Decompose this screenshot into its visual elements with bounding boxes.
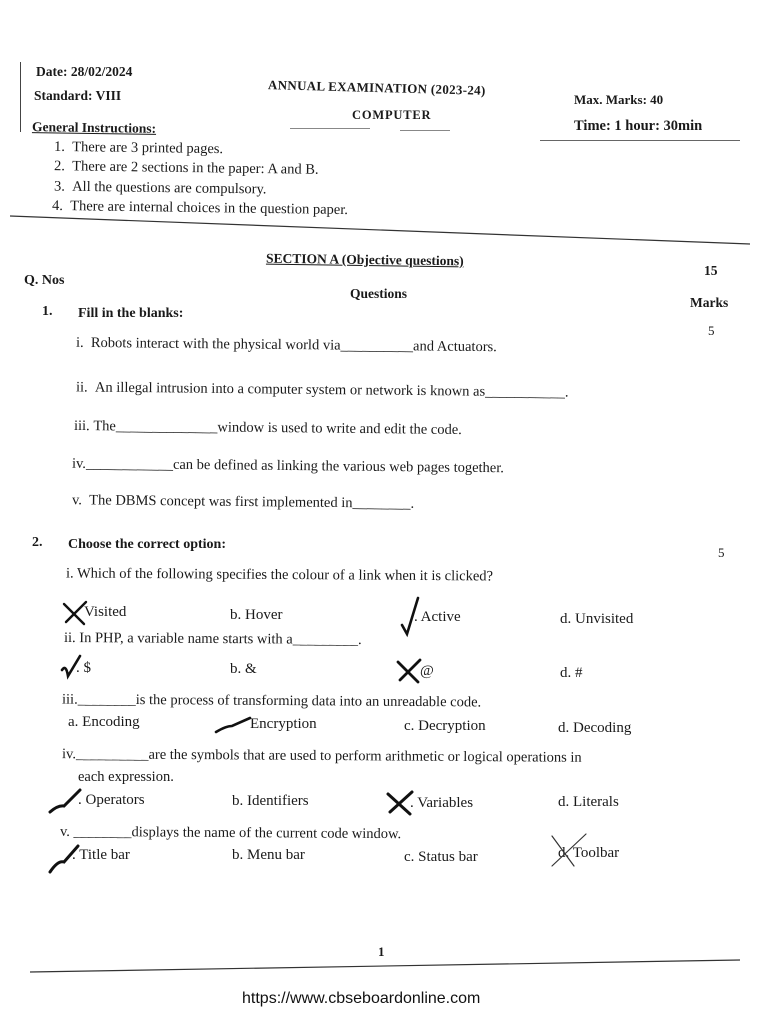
- instruction-item: [54, 158, 319, 179]
- header-dash-2: [400, 130, 450, 131]
- cross-mark-icon: [398, 660, 420, 682]
- option-b: b. Hover: [230, 607, 283, 623]
- page-number: 1: [378, 944, 385, 959]
- instructions-heading: General Instructions:: [31, 119, 157, 136]
- option-a: . Title bar: [72, 847, 130, 863]
- instruction-item: [54, 179, 267, 199]
- option-a: . Operators: [78, 792, 145, 808]
- option-a: a. Encoding: [68, 714, 140, 730]
- q2-title: Choose the correct option:: [68, 537, 226, 552]
- option-d: d. #: [560, 665, 583, 681]
- q1-number: 1.: [42, 304, 53, 319]
- q1-title: Fill in the blanks:: [78, 306, 184, 321]
- option-c: c. Status bar: [404, 849, 478, 865]
- option-d: d. Literals: [558, 794, 619, 810]
- max-marks: Max. Marks: 40: [574, 92, 664, 107]
- q2-item-question: v. ________displays the name of the current code window.: [59, 823, 402, 843]
- option-c: c. Decryption: [404, 718, 486, 734]
- cross-mark-icon: [64, 602, 86, 624]
- option-b: b. Menu bar: [232, 847, 305, 863]
- q1-item: [72, 492, 414, 513]
- tick-mark-icon: [216, 718, 250, 732]
- standard-label: Standard: VIII: [34, 88, 122, 103]
- qnos-label: Q. Nos: [24, 273, 65, 288]
- option-a: . $: [76, 660, 91, 676]
- option-c: . Active: [414, 609, 461, 625]
- item-text: An illegal intrusion into a computer system or network is known as___________.: [94, 379, 569, 401]
- instruction-text: There are 2 sections in the paper: A and B.: [72, 158, 319, 178]
- item-text: The______________window is used to write and edit the code.: [93, 418, 462, 439]
- header-underline: [540, 140, 740, 141]
- tick-mark-icon: [50, 790, 80, 812]
- option-c: . Variables: [410, 795, 474, 811]
- instruction-number: 4.: [51, 197, 64, 215]
- subject-title: COMPUTER: [352, 108, 432, 122]
- instruction-number: 3.: [53, 178, 66, 195]
- exam-title: ANNUAL EXAMINATION (2023-24): [267, 77, 486, 98]
- section-total-marks: 15: [704, 263, 718, 278]
- instruction-text: There are 3 printed pages.: [72, 139, 224, 158]
- marks-label: Marks: [690, 295, 729, 310]
- q2-item-question: iv.__________are the symbols that are used to perform arithmetic or logical operations in: [61, 746, 582, 766]
- q2-number: 2.: [32, 535, 43, 550]
- footer-line: [30, 956, 740, 976]
- option-c: @: [420, 663, 434, 679]
- option-b: b. Identifiers: [232, 793, 309, 809]
- option-d: d. Toolbar: [558, 845, 620, 861]
- header-dash: [290, 128, 370, 129]
- item-text: Robots interact with the physical world via__________and Actuators.: [90, 334, 497, 356]
- q2-item-question: ii. In PHP, a variable name starts with a_________.: [63, 629, 362, 649]
- item-number: iii.: [73, 417, 90, 435]
- item-number: i.: [75, 334, 84, 351]
- item-number: ii.: [75, 379, 88, 396]
- section-divider: [10, 210, 750, 250]
- q1-item: [76, 335, 497, 356]
- cross-mark-icon: [388, 792, 412, 814]
- item-number: v.: [71, 492, 83, 509]
- q1-item: [72, 456, 504, 478]
- instruction-text: There are internal choices in the question paper.: [70, 198, 349, 219]
- q2-item-question: i. Which of the following specifies the colour of a link when it is clicked?: [65, 565, 494, 585]
- margin-line: [20, 62, 21, 132]
- q1-marks: 5: [708, 323, 715, 338]
- option-d: d. Decoding: [558, 720, 632, 736]
- instruction-number: 1.: [53, 138, 66, 155]
- q1-item: [76, 379, 569, 401]
- option-d: d. Unvisited: [560, 611, 634, 627]
- q2-marks: 5: [718, 545, 725, 560]
- exam-time: Time: 1 hour: 30min: [574, 118, 703, 134]
- option-b: b. &: [230, 661, 257, 677]
- exam-date: Date: 28/02/2024: [36, 64, 133, 79]
- item-text: The DBMS concept was first implemented in________.: [89, 492, 415, 512]
- instruction-text: All the questions are compulsory.: [72, 178, 267, 198]
- source-url-link[interactable]: https://www.cbseboardonline.com: [242, 990, 481, 1007]
- option-b: Encryption: [250, 716, 317, 732]
- q2-item-question-continued: each expression.: [78, 769, 174, 785]
- option-a: Visited: [84, 604, 127, 620]
- item-text: ____________can be defined as linking the various web pages together.: [85, 455, 505, 477]
- instruction-item: [54, 139, 223, 158]
- section-title: SECTION A (Objective questions): [265, 250, 464, 269]
- q2-item-question: iii.________is the process of transforming data into an unreadable code.: [61, 691, 482, 711]
- q1-item: [74, 418, 462, 439]
- instruction-number: 2.: [53, 158, 66, 175]
- questions-label: Questions: [350, 286, 408, 301]
- item-number: iv.: [71, 455, 87, 472]
